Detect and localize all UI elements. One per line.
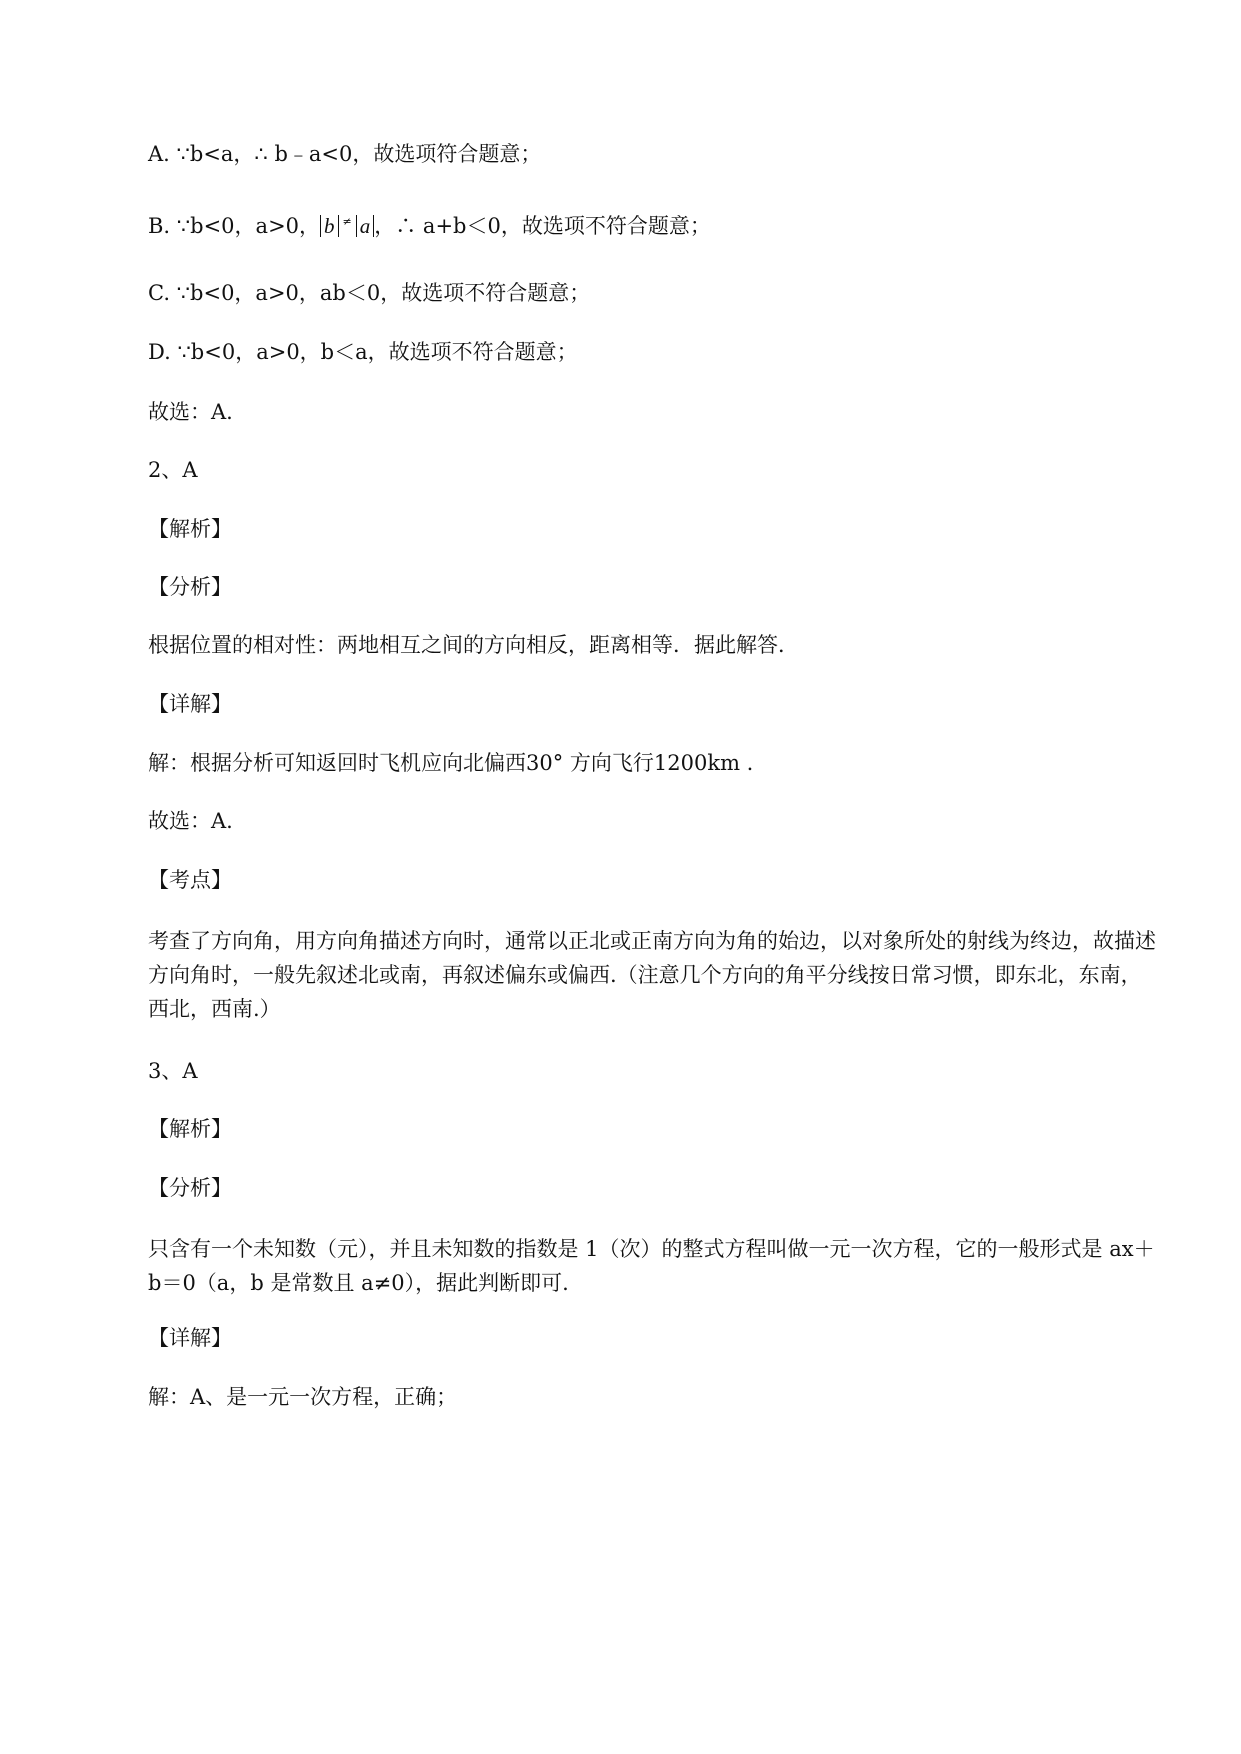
option-a-analysis: A. ∵b<a，∴ b﹣a<0，故选项符合题意； [148, 142, 542, 166]
section-jiexi: 【解析】 [148, 517, 232, 541]
section-fenxi: 【分析】 [148, 575, 232, 599]
option-b-suffix: ，∴ a+b＜0，故选项不符合题意； [374, 214, 711, 238]
solution-text: 解：根据分析可知返回时飞机应向北偏西30° 方向飞行1200km . [148, 751, 754, 775]
inequality-mark: ≠ [342, 215, 352, 228]
option-c-analysis: C. ∵b<0，a>0，ab＜0，故选项不符合题意； [148, 281, 591, 305]
section-xiangjie: 【详解】 [148, 1326, 232, 1350]
abs-a: a [356, 215, 375, 237]
section-xiangjie: 【详解】 [148, 692, 232, 716]
solution-text: 解：A、是一元一次方程，正确； [148, 1385, 458, 1409]
answer-line: 故选：A. [148, 809, 233, 833]
abs-b: b [320, 215, 339, 237]
option-b-prefix: B. ∵b<0，a>0， [148, 214, 321, 238]
section-kaodian: 【考点】 [148, 868, 232, 892]
question-2-answer: 2、A [148, 458, 198, 482]
fenxi-paragraph: 只含有一个未知数（元），并且未知数的指数是 1（次）的整式方程叫做一元一次方程，它的一般形式是 ax＋b＝0（a，b 是常数且 a≠0），据此判断即可. [148, 1237, 1155, 1295]
section-jiexi: 【解析】 [148, 1117, 232, 1141]
section-fenxi: 【分析】 [148, 1176, 232, 1200]
option-b-analysis [148, 207, 711, 241]
kaodian-paragraph: 考查了方向角，用方向角描述方向时，通常以正北或正南方向为角的始边，以对象所处的射线为终边，故描述方向角时，一般先叙述北或南，再叙述偏东或偏西.（注意几个方向的角平分线按日常习惯，即东北，东南，西北，西南.） [148, 929, 1156, 1021]
analysis-text: 根据位置的相对性：两地相互之间的方向相反，距离相等．据此解答． [148, 633, 799, 657]
option-d-analysis: D. ∵b<0，a>0，b＜a，故选项不符合题意； [148, 340, 578, 364]
question-3-answer: 3、A [148, 1059, 198, 1083]
answer-line: 故选：A. [148, 400, 233, 424]
